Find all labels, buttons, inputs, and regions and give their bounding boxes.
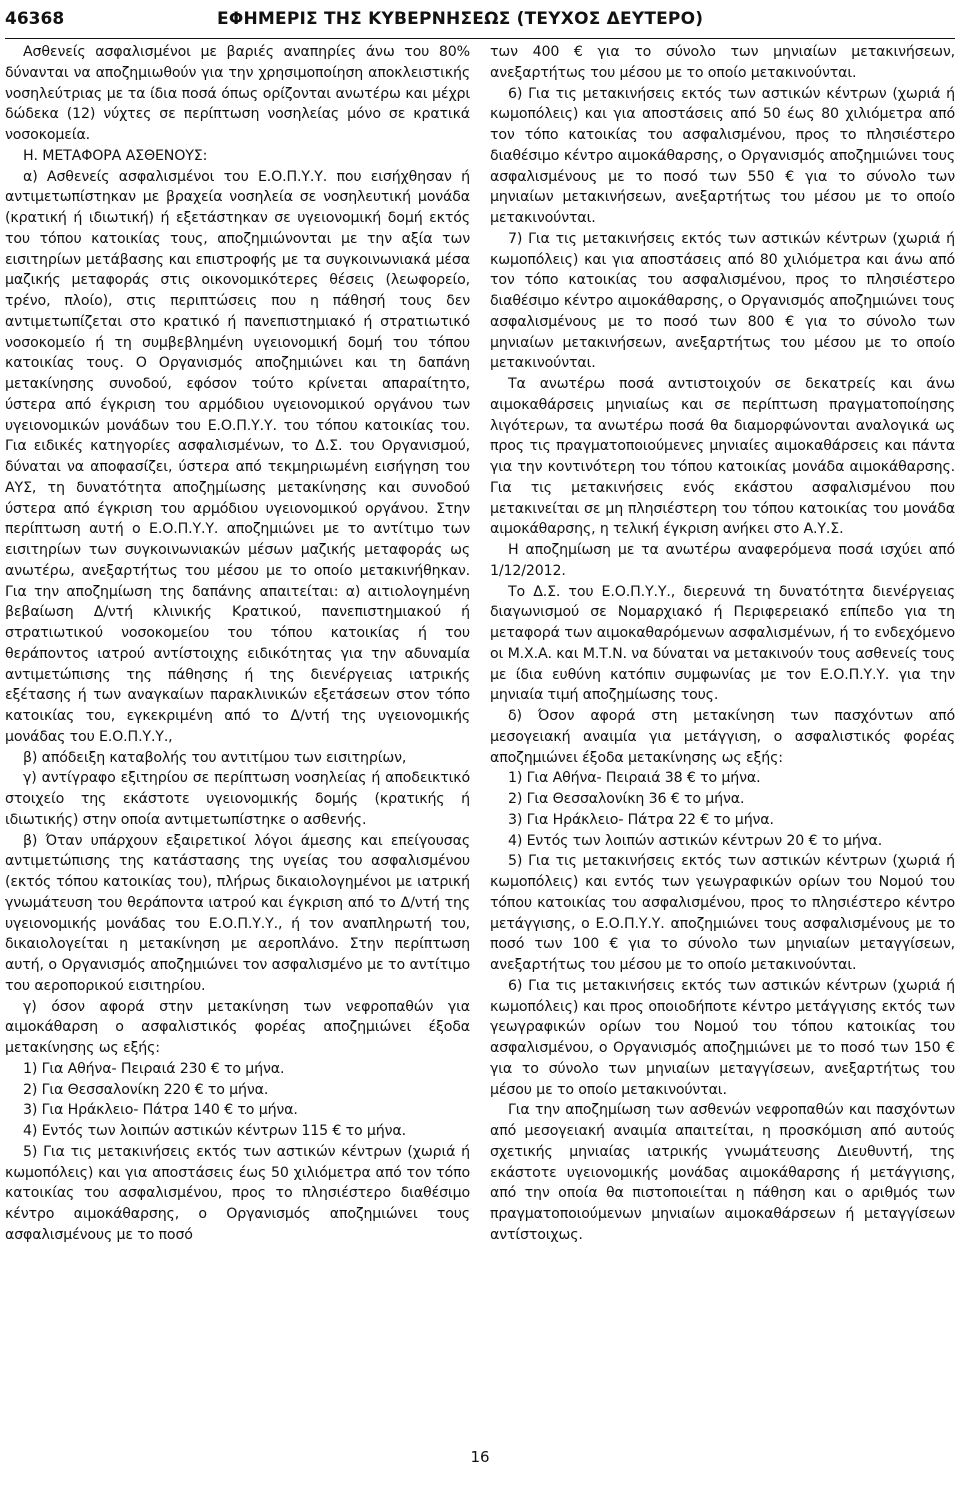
list-item: 5) Για τις μετακινήσεις εκτός των αστικών κέντρων (χωριά ή κωμοπόλεις) και εντός των γεωγραφικών ορίων του Νομού του τόπου κατοικίας του ασφαλισμένου, προς το πλησιέστερο κέντρο μετάγγισης, ο Ε.Ο.Π.Υ.Υ. αποζημιώνει τους ασφαλισμένους με το ποσό των 100 € για το σύνολο των μηνιαίων μεταγγίσεων, ανεξαρτήτως του μέσου με το οποίο μετακινούνται. [490,853,955,973]
list-item: 2) Για Θεσσαλονίκη 220 € το μήνα. [23,1081,269,1098]
left-column [5,42,470,1246]
paragraph: Η αποζημίωση με τα ανωτέρω αναφερόμενα ποσά ισχύει από 1/12/2012. [490,542,955,579]
paragraph: Το Δ.Σ. του Ε.Ο.Π.Υ.Υ., διερευνά τη δυνατότητα διενέργειας διαγωνισμού σε Νομαρχιακό ή Περιφερειακό επίπεδο για τη μεταφορά των αιμοκαθαρόμενων ασφαλισμένων, ή το ενδεχόμενο οι Μ.Χ.Α. και Μ.Τ.Ν. να δύναται να μετακινούν τους ασθενείς τους με ίδια ευθύνη κατόπιν συμφωνίας με τον Ε.Ο.Π.Υ.Υ. για την μηνιαία τιμή αποζημίωσης τους. [490,583,955,704]
paragraph: δ) Όσον αφορά στη μετακίνηση των πασχόντων από μεσογειακή αναιμία για μετάγγιση, ο ασφαλιστικός φορέας αποζημιώνει έξοδα μετακίνησης ως εξής: [490,708,955,766]
list-item: 4) Εντός των λοιπών αστικών κέντρων 20 € το μήνα. [508,832,883,849]
paragraph: γ) αντίγραφο εξιτηρίου σε περίπτωση νοσηλείας ή αποδεικτικό στοιχείο της εκάστοτε υγειονομικής δομής (κρατικής ή ιδιωτικής) στην οποία αντιμετωπίστηκε ο ασθενής. [5,770,470,828]
list-item: 5) Για τις μετακινήσεις εκτός των αστικών κέντρων (χωριά ή κωμοπόλεις) και για αποστάσεις έως 50 χιλιόμετρα από τον τόπο κατοικίας του ασφαλισμένου, προς το πλησιέστερο διαθέσιμο κέντρο αιμοκάθαρσης, ο Οργανισμός αποζημιώνει τους ασφαλισμένους με το ποσό [5,1143,470,1243]
list-item: 1) Για Αθήνα- Πειραιά 38 € το μήνα. [508,770,761,787]
section-heading: Η. ΜΕΤΑΦΟΡΑ ΑΣΘΕΝΟΥΣ: [23,147,208,164]
journal-title: ΕΦΗΜΕΡΙΣ ΤΗΣ ΚΥΒΕΡΝΗΣΕΩΣ (ΤΕΥΧΟΣ ΔΕΥΤΕΡΟ) [217,9,704,29]
page-header [5,0,955,39]
list-item: 2) Για Θεσσαλονίκη 36 € το μήνα. [508,791,745,807]
list-item: 7) Για τις μετακινήσεις εκτός των αστικών κέντρων (χωριά ή κωμοπόλεις) και για αποστάσεις από 80 χιλιόμετρα και άνω από τον τόπο κατοικίας του ασφαλισμένου, προς το πλησιέστερο διαθέσιμο κέντρο αιμοκάθαρσης, ο Οργανισμός αποζημιώνει τους ασφαλισμένους με το ποσό των 800 € για το σύνολο των μηνιαίων μετακινήσεων, ανεξαρτήτως του μέσου με το οποίο μετακινούνται. [490,230,955,372]
list-item: 4) Εντός των λοιπών αστικών κέντρων 115 € το μήνα. [23,1123,406,1139]
paragraph: Ασθενείς ασφαλισμένοι με βαριές αναπηρίες άνω του 80% δύνανται να αποζημιωθούν για την χρησιμοποίηση αποκλειστικής νοσηλεύτριας με τα ίδια ποσά όπως ορίζονται ανωτέρω και μέχρι δώδεκα (12) νύχτες σε περίπτωση νοσηλείας μόνο σε κρατικά νοσοκομεία. [5,44,470,143]
list-item: 6) Για τις μετακινήσεις εκτός των αστικών κέντρων (χωριά ή κωμοπόλεις) και προς οποιοδήποτε κέντρο μετάγγισης εκτός των γεωγραφικών ορίων του Νομού του τόπου κατοικίας του ασφαλισμένου, ο Οργανισμός αποζημιώνει με το ποσό των 150 € για το σύνολο των μηνιαίων μεταγγίσεων, ανεξαρτήτως του μέσου με το οποίο μετακινούνται. [490,977,955,1098]
paragraph: των 400 € για το σύνολο των μηνιαίων μετακινήσεων, ανεξαρτήτως του μέσου με το οποίο μετακινούνται. [490,44,955,81]
paragraph: γ) όσον αφορά στην μετακίνηση των νεφροπαθών για αιμοκάθαρση ο ασφαλιστικός φορέας αποζημιώνει έξοδα μετακίνησης ως εξής: [5,998,470,1056]
list-item: 3) Για Ηράκλειο- Πάτρα 22 € το μήνα. [508,811,774,828]
list-item: 3) Για Ηράκλειο- Πάτρα 140 € το μήνα. [23,1102,298,1119]
paragraph: β) Όταν υπάρχουν εξαιρετικοί λόγοι άμεσης και επείγουσας αντιμετώπισης της κατάστασης της υγείας του ασφαλισμένου (εκτός τόπου κατοικίας του), πλήρως δικαιολογημένοι με ιατρική γνωμάτευση του θεράποντα ιατρού και έγκριση από το Δ/ντή της υγειονομικής μονάδας του Ε.Ο.Π.Υ.Υ., ή τον αναπληρωτή του, δικαιολογείται η μετακίνηση με αεροπλάνο. Στην περίπτωση αυτή, ο Οργανισμός αποζημιώνει τον ασφαλισμένο με το αντίτιμο του αεροπορικού εισιτηρίου. [5,832,470,994]
paragraph: Για την αποζημίωση των ασθενών νεφροπαθών και πασχόντων από μεσογειακή αναιμία απαιτείται, η προσκόμιση από αυτούς σχετικής μηνιαίας ιατρικής γνωμάτευσης Διευθυντή, της εκάστοτε υγειονομικής μονάδας αιμοκάθαρσης ή μετάγγισης, από την οποία θα πιστοποιείται η πάθηση και ο αριθμός των πραγματοποιούμενων μηνιαίων αιμοκαθάρσεων ή μεταγγίσεων αντίστοιχως. [490,1102,955,1243]
paragraph: α) Ασθενείς ασφαλισμένοι του Ε.Ο.Π.Υ.Υ. που εισήχθησαν ή αντιμετωπίστηκαν με βραχεία νοσηλεία σε νοσηλευτική μονάδα (κρατική ή ιδιωτική) ή εξετάστηκαν σε υγειονομική δομή εκτός του τόπου κατοικίας τους, αποζημιώνονται με την αξία των εισιτηρίων μετάβασης και επιστροφής με τα συγκοινωνιακά μέσα μαζικής μεταφοράς στις οικονομικότερες θέσεις (λεωφορείο, τρένο, πλοίο), στις περιπτώσεις που η πάθησή τους δεν αντιμετωπίζεται στο κρατικό ή πανεπιστημιακό ή στρατιωτικό νοσοκομείο ή τη συμβεβλημένη υγειονομική δομή του τόπου κατοικίας τους. Ο Οργανισμός αποζημιώνει και τη δαπάνη μετακίνησης συνοδού, εφόσον τούτο κρίνεται απαραίτητο, ύστερα από έγκριση του αρμόδιου υγειονομικού οργάνου των υγειονομικών μονάδων του Ε.Ο.Π.Υ.Υ. του τόπου κατοικίας του. Για ειδικές κατηγορίες ασφαλισμένων, το Δ.Σ. του Οργανισμού, δύναται να αποφασίζει, ύστερα από τεκμηριωμένη εισήγηση του ΑΥΣ, τη δυνατότητα αποζημίωσης μετακίνησης και συνοδού ύστερα από έγκριση του αρμόδιου υγειονομικού οργάνου. Στην περίπτωση αυτή ο Ε.Ο.Π.Υ.Υ. αποζημιώνει με το αντίτιμο των εισιτηρίων των συγκοινωνιακών μέσων μαζικής μεταφοράς ως ανωτέρω, ανεξαρτήτως του μέσου με το οποίο μετακινήθηκαν. Για την αποζημίωση της δαπάνης απαιτείται: α) αιτιολογημένη βεβαίωση Δ/ντή κλινικής Κρατικού, πανεπιστημιακού ή στρατιωτικού νοσοκομείου του τόπου κατοικίας ή του θεράποντος ιατρού αντίστοιχης ειδικότητας για την αδυναμία αντιμετώπισης της πάθησης ή της διενέργειας ιατρικής εξέτασης ή των αναγκαίων παρακλινικών εξετάσεων στον τόπο κατοικίας του, εγκεκριμένη από το Δ/ντή της υγειονομικής μονάδας του Ε.Ο.Π.Υ.Υ., [5,168,470,745]
paragraph: β) απόδειξη καταβολής του αντιτίμου των εισιτηρίων, [23,749,407,766]
sheet-number: 16 [470,1448,490,1466]
list-item: 6) Για τις μετακινήσεις εκτός των αστικών κέντρων (χωριά ή κωμοπόλεις) και για αποστάσεις από 50 έως 80 χιλιόμετρα από τον τόπο κατοικίας του ασφαλισμένου, προς το πλησιέστερο διαθέσιμο κέντρο αιμοκάθαρσης, ο Οργανισμός αποζημιώνει τους ασφαλισμένους με το ποσό των 550 € για το σύνολο των μηνιαίων μετακινήσεων, ανεξαρτήτως του μέσου με το οποίο μετακινούνται. [490,85,955,226]
list-item: 1) Για Αθήνα- Πειραιά 230 € το μήνα. [23,1060,285,1077]
page-number: 46368 [5,9,65,29]
paragraph: Τα ανωτέρω ποσά αντιστοιχούν σε δεκατρείς και άνω αιμοκαθάρσεις μηνιαίως και σε περίπτωση πραγματοποίησης λιγότερων, τα ανωτέρω ποσά θα διαμορφώνονται αναλογικά ως προς τις πραγματοποιούμενες μηνιαίες αιμοκαθάρσεις και πάντα για την κοντινότερη του τόπου κατοικίας μονάδα αιμοκάθαρσης. Για τις μετακινήσεις ενός εκάστου ασφαλισμένου που μετακινείται σε μη πλησιέστερη του τόπου κατοικίας του μονάδα αιμοκάθαρσης, η τελική έγκριση ανήκει στο Α.Υ.Σ. [490,376,955,538]
right-column [490,42,955,1246]
